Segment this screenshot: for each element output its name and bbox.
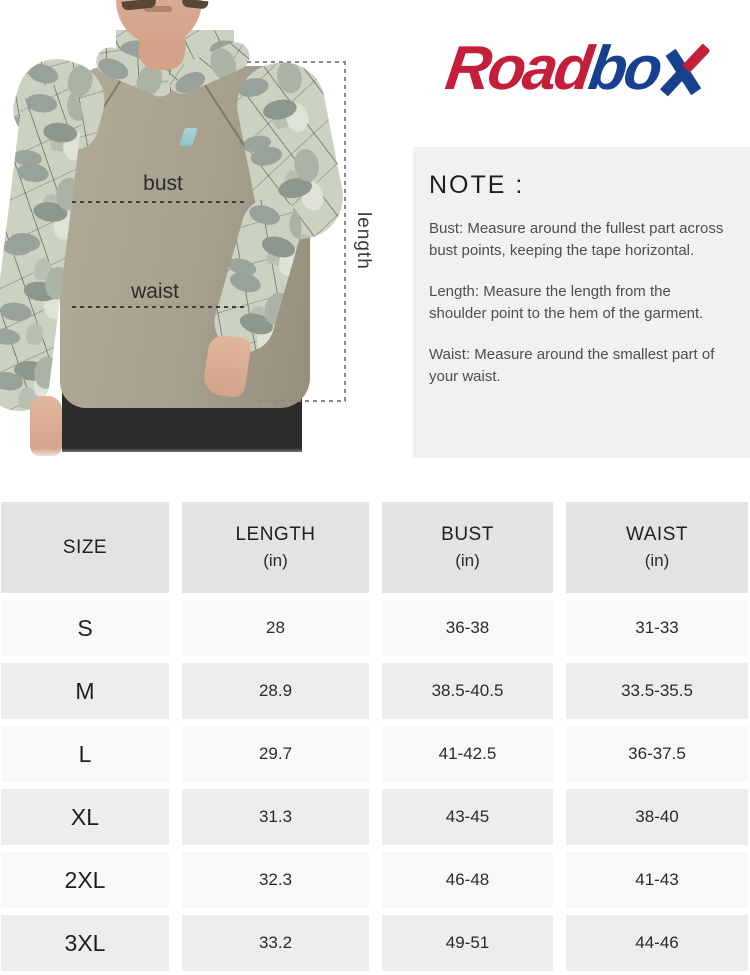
waist-measure-line bbox=[72, 306, 244, 308]
product-model-photo bbox=[0, 0, 412, 460]
waist-cell: 38-40 bbox=[635, 807, 679, 826]
waist-measure-label: waist bbox=[131, 280, 179, 303]
bust-cell: 36-38 bbox=[445, 618, 490, 637]
bust-cell: 46-48 bbox=[445, 870, 490, 889]
model-left-hand bbox=[30, 396, 62, 456]
length-line-top bbox=[247, 61, 346, 63]
note-waist-text: Waist: Measure around the smallest part of your waist. bbox=[429, 346, 715, 386]
note-bust-text: Bust: Measure around the fullest part across bust points, keeping the tape horizontal. bbox=[429, 220, 724, 260]
note-panel bbox=[413, 147, 750, 458]
waist-cell: 33.5-35.5 bbox=[621, 681, 693, 700]
bust-cell: 49-51 bbox=[445, 933, 490, 952]
size-cell: L bbox=[78, 740, 92, 767]
bust-cell: 43-45 bbox=[445, 807, 490, 826]
brand-logo-bo: bo bbox=[584, 33, 665, 103]
length-line-bottom bbox=[257, 400, 346, 402]
waist-cell: 44-46 bbox=[635, 933, 679, 952]
length-cell: 32.3 bbox=[258, 870, 293, 889]
note-title: NOTE : bbox=[429, 171, 525, 199]
waist-cell: 36-37.5 bbox=[628, 744, 686, 763]
model-right-hand bbox=[202, 333, 252, 398]
brand-logo-x-letter bbox=[657, 44, 711, 98]
photo-bottom-fade bbox=[0, 448, 412, 460]
length-cell: 31.3 bbox=[258, 807, 293, 826]
header-length: LENGTH (in) bbox=[182, 502, 369, 593]
length-cell: 28.9 bbox=[258, 681, 293, 700]
header-waist: WAIST (in) bbox=[566, 502, 748, 593]
size-cell: S bbox=[77, 614, 93, 641]
bust-cell: 41-42.5 bbox=[438, 744, 497, 763]
length-line-vertical bbox=[344, 61, 346, 402]
bust-cell: 38.5-40.5 bbox=[431, 681, 504, 700]
brand-logo bbox=[397, 20, 750, 116]
note-length-text: Length: Measure the length from the shoulder point to the hem of the garment. bbox=[429, 283, 704, 323]
length-cell: 29.7 bbox=[258, 744, 293, 763]
bust-measure-line bbox=[72, 201, 244, 203]
size-cell: 2XL bbox=[64, 866, 106, 893]
brand-logo-road: Road bbox=[441, 33, 595, 103]
length-measure-label: length bbox=[353, 212, 374, 270]
length-cell: 33.2 bbox=[258, 933, 293, 952]
size-cell: XL bbox=[70, 803, 100, 830]
size-table bbox=[1, 502, 749, 971]
bust-measure-label: bust bbox=[143, 172, 183, 195]
header-bust: BUST (in) bbox=[382, 502, 553, 593]
size-cell: M bbox=[75, 677, 95, 704]
length-cell: 28 bbox=[266, 618, 285, 637]
header-size: SIZE bbox=[1, 502, 169, 593]
size-cell: 3XL bbox=[64, 929, 106, 956]
waist-cell: 31-33 bbox=[635, 618, 679, 637]
waist-cell: 41-43 bbox=[635, 870, 679, 889]
